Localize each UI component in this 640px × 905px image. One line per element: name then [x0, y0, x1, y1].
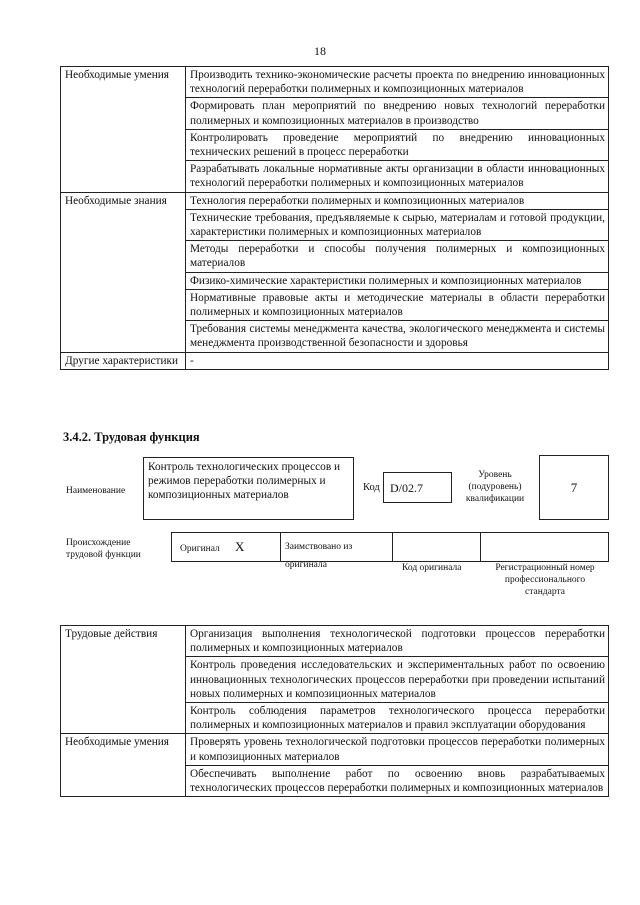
row-label: Необходимые знания	[61, 192, 186, 352]
table-row	[61, 734, 609, 765]
level-value: 7	[570, 480, 578, 495]
row-item: Контроль проведения исследовательских и экспериментальных работ по освоению инновационных технологических процессов переработки при проведении испытаний новых полимерных и композиционных материалов	[186, 657, 609, 703]
row-item: Производить технико-экономические расчеты проекта по внедрению инновационных технологий переработки полимерных и композиционных материалов	[186, 67, 609, 98]
code-box	[383, 472, 452, 503]
row-item: Технология переработки полимерных и композиционных материалов	[186, 192, 609, 209]
code-original-cell	[392, 532, 481, 562]
row-label: Необходимые умения	[61, 734, 186, 797]
row-item: Физико-химические характеристики полимерных и композиционных материалов	[186, 272, 609, 289]
row-item: Нормативные правовые акты и методические материалы в области переработки полимерных и композиционных материалов	[186, 289, 609, 320]
level-box	[539, 455, 609, 520]
reg-number-caption: Регистрационный номер профессионального стандарта	[495, 563, 595, 597]
row-item: Контролировать проведение мероприятий по внедрению инновационных технических решений в процесс переработки	[186, 129, 609, 160]
row-item: Контроль соблюдения параметров технологического процесса переработки полимерных и композиционных материалов и правил эксплуатации оборудования	[186, 703, 609, 734]
reg-number-cell	[480, 532, 609, 562]
row-item: -	[186, 352, 609, 369]
table-row	[61, 626, 609, 657]
borrowed-cell	[280, 532, 393, 570]
level-label: Уровень (подуровень) квалификации	[465, 470, 525, 504]
original-label: Оригинал	[180, 544, 220, 554]
row-item: Формировать план мероприятий по внедрению новых технологий переработки полимерных и композиционных материалов в производство	[186, 98, 609, 129]
code-value: D/02.7	[390, 481, 423, 495]
labor-actions-table	[60, 625, 609, 797]
row-item: Проверять уровень технологической подготовки процессов переработки полимерных и композиционных материалов	[186, 734, 609, 765]
row-label: Другие характеристики	[61, 352, 186, 369]
original-cell	[171, 532, 281, 562]
row-item: Требования системы менеджмента качества, экологического менеджмента и системы менеджмента производственной безопасности и здоровья	[186, 321, 609, 352]
function-name: Контроль технологических процессов и режимов переработки полимерных и композиционных материалов	[148, 461, 341, 502]
code-original-caption: Код оригинала	[402, 563, 462, 573]
row-label: Трудовые действия	[61, 626, 186, 734]
function-name-box	[143, 457, 354, 520]
row-item: Методы переработки и способы получения полимерных и композиционных материалов	[186, 241, 609, 272]
skills-knowledge-table	[60, 66, 609, 370]
row-item: Организация выполнения технологической подготовки процессов переработки полимерных и композиционных материалов	[186, 626, 609, 657]
name-label: Наименование	[66, 486, 126, 496]
table-row	[61, 352, 609, 369]
origin-label: Происхождение трудовой функции	[66, 538, 141, 560]
table-row	[61, 67, 609, 98]
page-number: 18	[314, 44, 326, 58]
code-label: Код	[363, 482, 380, 493]
borrowed-label: Заимствовано из оригинала	[285, 542, 353, 570]
row-item: Разрабатывать локальные нормативные акты организации в области инновационных технологий переработки полимерных и композиционных материалов	[186, 161, 609, 192]
row-item: Технические требования, предъявляемые к сырью, материалам и готовой продукции, характеристики полимерных и композиционных материалов	[186, 209, 609, 240]
row-label: Необходимые умения	[61, 67, 186, 193]
original-mark: X	[235, 539, 245, 554]
table-row	[61, 192, 609, 209]
row-item: Обеспечивать выполнение работ по освоению вновь разрабатываемых технологических процессов переработки полимерных и композиционных материалов	[186, 765, 609, 796]
section-title: 3.4.2. Трудовая функция	[63, 430, 200, 444]
